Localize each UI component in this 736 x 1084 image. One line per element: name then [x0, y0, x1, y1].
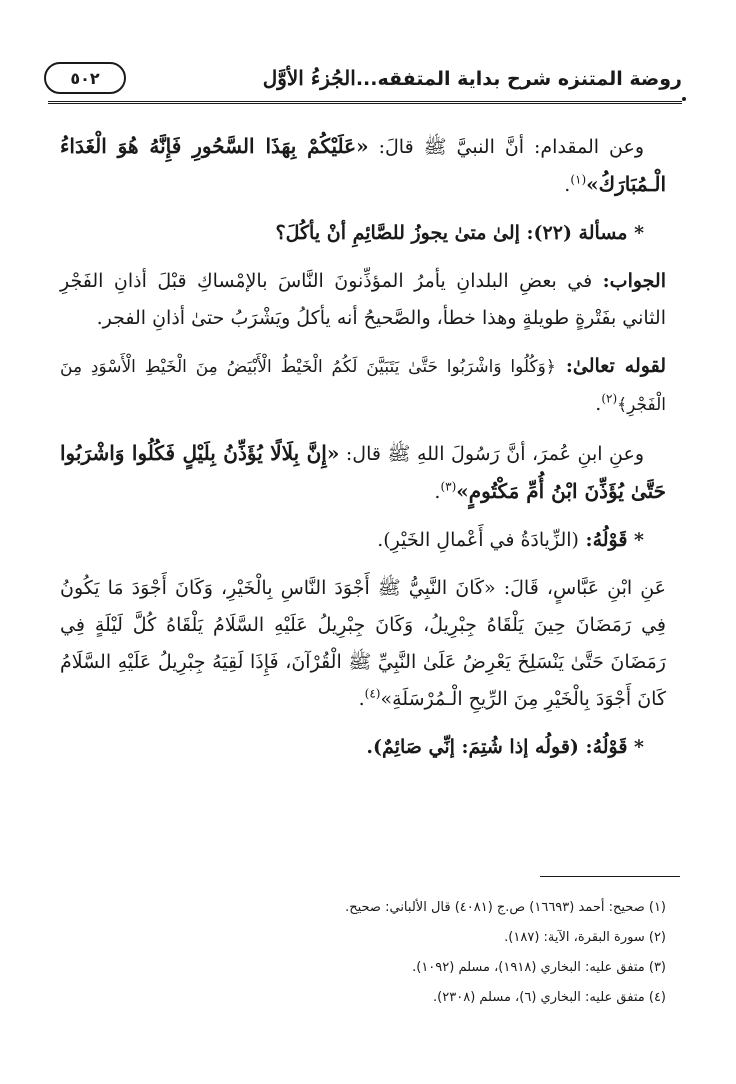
book-title: روضة المتنزه شرح بداية المتفقه...	[355, 68, 682, 90]
paragraph-ibn-abbas: عَنِ ابْنِ عَبَّاسٍ، قَالَ: «كَانَ النَّبِيُّ ﷺ أَجْوَدَ النَّاسِ بِالْخَيْرِ، وَكَانَ أَجْوَدَ مَا يَكُونُ فِي رَمَضَانَ حِينَ يَلْقَاهُ جِبْرِيلُ، وَكَانَ جِبْرِيلُ عَلَيْهِ السَّلَامُ يَلْقَاهُ كُلَّ لَيْلَةٍ فِي رَمَضَانَ حَتَّىٰ يَنْسَلِخَ يَعْرِضُ عَلَىٰ النَّبِيِّ ﷺ الْقُرْآنَ، فَإِذَا لَقِيَهُ جِبْرِيلُ عَلَيْهِ السَّلَامُ كَانَ أَجْوَدَ بِالْخَيْرِ مِنَ الرِّيحِ الْـمُرْسَلَةِ»$^{(٤)}$.	[60, 577, 666, 710]
verse-intro: لقوله تعالىٰ:	[555, 355, 666, 377]
footnotes	[60, 893, 666, 1013]
paragraph-miqdam: وعن المقدام: أنَّ النبيَّ ﷺ قالَ: «عَلَيْكُمْ بِهَذَا السَّحُورِ فَإِنَّهُ هُوَ الْغَدَاءُ الْـمُبَارَكُ»$^{(١)}$.	[60, 134, 666, 196]
volume-label: الجُزءُ الأوَّل	[262, 66, 356, 90]
running-title	[263, 66, 682, 90]
answer-label: الجواب:	[602, 270, 666, 292]
quran-verse: ﴿وَكُلُوا وَاشْرَبُوا حَتَّىٰ يَتَبَيَّنَ لَكُمُ الْخَيْطُ الْأَبْيَضُ مِنَ الْخَيْطِ الْأَسْوَدِ مِنَ الْفَجْرِ﴾	[60, 357, 666, 415]
header-divider	[48, 101, 682, 104]
paragraph-answer: الجواب: في بعضِ البلدانِ يأمرُ المؤذِّنونَ النَّاسَ بالإمْساكِ قبْلَ أذانِ الفَجْرِ الثاني بفَتْرةٍ طويلةٍ وهذا خطأ، والصَّحيحُ أنه يأكلُ ويَشْرَبُ حتىٰ أذانِ الفجر.	[60, 270, 666, 329]
footnote-ref: (٣)	[440, 479, 457, 494]
footnote-4: (٤) متفق عليه: البخاري (٦)، مسلم (٢٣٠٨).	[433, 990, 666, 1005]
footnote-ref: (٤)	[364, 686, 381, 701]
hadith-text: «إِنَّ بِلَالًا يُؤَذِّنُ بِلَيْلٍ فَكُلُوا وَاشْرَبُوا حَتَّىٰ يُؤَذِّنَ ابْنُ أُمِّ مَكْتُومٍ»	[60, 441, 666, 503]
paragraph-quote-1: * قَوْلُهُ: (الزِّيادَةُ في أَعْمالِ الخَيْرِ).	[377, 529, 644, 551]
quote-label: * قَوْلُهُ:	[578, 736, 644, 758]
header-dot	[682, 97, 686, 101]
hadith-text: عَنِ ابْنِ عَبَّاسٍ، قَالَ: «كَانَ النَّبِيُّ ﷺ أَجْوَدَ النَّاسِ بِالْخَيْرِ، وَكَانَ أَجْوَدَ مَا يَكُونُ فِي رَمَضَانَ حِينَ يَلْقَاهُ جِبْرِيلُ، وَكَانَ جِبْرِيلُ عَلَيْهِ السَّلَامُ يَلْقَاهُ كُلَّ لَيْلَةٍ فِي رَمَضَانَ حَتَّىٰ يَنْسَلِخَ يَعْرِضُ عَلَىٰ النَّبِيِّ ﷺ الْقُرْآنَ، فَإِذَا لَقِيَهُ جِبْرِيلُ عَلَيْهِ السَّلَامُ كَانَ أَجْوَدَ بِالْخَيْرِ مِنَ الرِّيحِ الْـمُرْسَلَةِ»	[60, 577, 666, 710]
paragraph-verse: لقوله تعالىٰ: ﴿وَكُلُوا وَاشْرَبُوا حَتَّىٰ يَتَبَيَّنَ لَكُمُ الْخَيْطُ الْأَبْيَضُ مِنَ الْخَيْطِ الْأَسْوَدِ مِنَ الْفَجْرِ﴾$^{(٢)}$.	[60, 355, 666, 415]
footnote-ref: (٢)	[601, 391, 618, 406]
paragraph-quote-2: * قَوْلُهُ: (قولُه إذا شُتِمَ: إنِّي صَائِمٌ).	[366, 736, 644, 758]
footnote-3: (٣) متفق عليه: البخاري (١٩١٨)، مسلم (١٠٩٢).	[412, 960, 666, 975]
footnote-2: (٢) سورة البقرة، الآية: (١٨٧).	[504, 930, 666, 945]
footnote-ref: (١)	[570, 172, 587, 187]
main-text	[60, 128, 666, 777]
paragraph-ibn-umar: وعنِ ابنِ عُمرَ، أنَّ رَسُولَ اللهِ ﷺ قال: «إِنَّ بِلَالًا يُؤَذِّنُ بِلَيْلٍ فَكُلُوا وَاشْرَبُوا حَتَّىٰ يُؤَذِّنَ ابْنُ أُمِّ مَكْتُومٍ»$^{(٣)}$.	[60, 441, 666, 503]
question-heading: * مسألة (٢٢): إلىٰ متىٰ يجوزُ للصَّائِمِ أنْ يأكُلَ؟	[275, 222, 644, 244]
footnote-divider	[540, 876, 680, 877]
page-header	[44, 58, 682, 98]
page-number: ٥٠٢	[44, 62, 126, 94]
quote-label: * قَوْلُهُ:	[578, 529, 644, 551]
footnote-1: (١) صحيح: أحمد (١٦٦٩٣) ص.ج (٤٠٨١) قال الألباني: صحيح.	[345, 900, 666, 915]
hadith-text: «عَلَيْكُمْ بِهَذَا السَّحُورِ فَإِنَّهُ هُوَ الْغَدَاءُ الْـمُبَارَكُ»	[60, 134, 666, 196]
